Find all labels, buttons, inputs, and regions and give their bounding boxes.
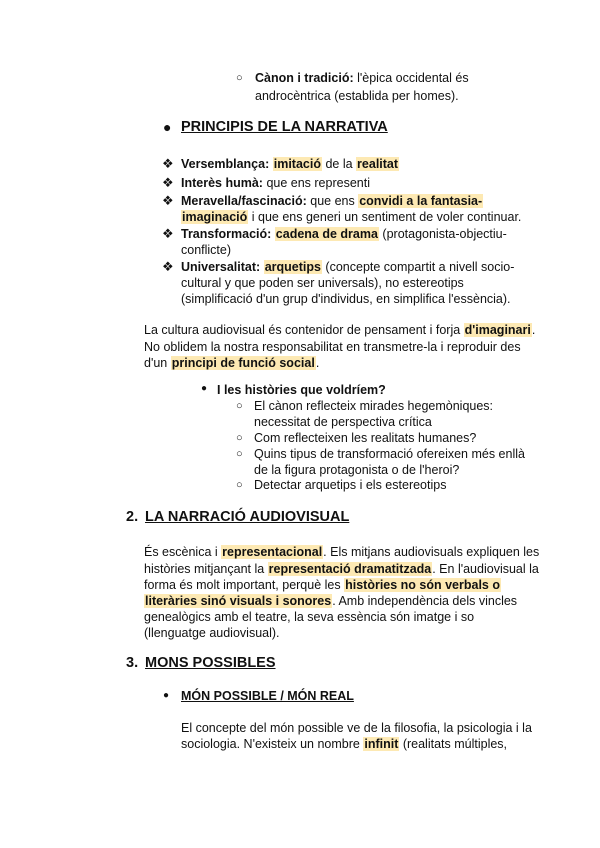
canon-line-2: androcèntrica (establida per homes). xyxy=(255,89,459,103)
canon-line-1: Cànon i tradició: l'èpica occidental és xyxy=(255,71,469,85)
histories-item-3-line-1: Quins tipus de transformació ofereixen més enllà xyxy=(254,447,525,461)
histories-item-1-line-2: necessitat de perspectiva crítica xyxy=(254,415,432,429)
solid-bullet-icon: ● xyxy=(201,383,208,394)
hollow-bullet-icon: ○ xyxy=(236,448,243,460)
transformacio-item-line-2: conflicte) xyxy=(181,243,232,257)
hollow-bullet-icon: ○ xyxy=(236,72,243,84)
section-3-line-2: sociologia. N'existeix un nombre infinit (realitats múltiples, xyxy=(181,737,508,751)
meravella-item-line-1: Meravella/fascinació: que ens convidi a la fantasia- xyxy=(181,194,483,208)
solid-bullet-icon: ● xyxy=(163,690,170,701)
section-2-heading: LA NARRACIÓ AUDIOVISUAL xyxy=(145,509,350,525)
section-2-line-3: forma és molt important, perquè les històries no són verbals o xyxy=(144,578,500,592)
section-3-heading: MONS POSSIBLES xyxy=(145,655,276,671)
diamond-bullet-icon: ❖ xyxy=(162,156,174,171)
section-2-number: 2. xyxy=(126,509,139,525)
transformacio-item-line-1: Transformació: cadena de drama (protagonista-objectiu- xyxy=(181,227,507,241)
section-3-number: 3. xyxy=(126,655,139,671)
principis-heading: PRINCIPIS DE LA NARRATIVA xyxy=(181,119,388,135)
hollow-bullet-icon: ○ xyxy=(236,432,243,444)
universalitat-item-line-3: (simplificació d'un grup d'individus, en simplifica l'essència). xyxy=(181,292,511,306)
histories-item-3-line-2: de la figura protagonista o de l'heroi? xyxy=(254,463,460,477)
section-2-line-1: És escènica i representacional. Els mitjans audiovisuals expliquen les xyxy=(144,545,540,559)
section-2-line-6: (llenguatge audiovisual). xyxy=(144,626,280,640)
hollow-bullet-icon: ○ xyxy=(236,479,243,491)
cultura-line-1: La cultura audiovisual és contenidor de pensament i forja d'imaginari. xyxy=(144,323,536,337)
diamond-bullet-icon: ❖ xyxy=(162,175,174,190)
meravella-item-line-2: imaginació i que ens generi un sentiment de voler continuar. xyxy=(182,210,522,224)
histories-item-4: Detectar arquetips i els estereotips xyxy=(254,478,447,492)
section-2-line-2: històries mitjançant la representació dramatitzada. En l'audiovisual la xyxy=(144,562,539,576)
histories-item-1-line-1: El cànon reflecteix mirades hegemòniques: xyxy=(254,399,494,413)
mon-possible-subheading: MÓN POSSIBLE / MÓN REAL xyxy=(181,689,354,703)
universalitat-item-line-2: cultural y que poden ser universals), no estereotips xyxy=(181,276,464,290)
hollow-bullet-icon: ○ xyxy=(236,400,243,412)
universalitat-item-line-1: Universalitat: arquetips (concepte compartit a nivell socio- xyxy=(181,260,515,274)
diamond-bullet-icon: ❖ xyxy=(162,259,174,274)
solid-bullet-icon: ● xyxy=(163,119,172,135)
interes-item: Interès humà: que ens representi xyxy=(181,176,370,190)
diamond-bullet-icon: ❖ xyxy=(162,226,174,241)
diamond-bullet-icon: ❖ xyxy=(162,193,174,208)
histories-heading: I les històries que voldríem? xyxy=(217,383,386,397)
cultura-line-2: No oblidem la nostra responsabilitat en transmetre-la i reproduir des xyxy=(144,340,521,354)
versemblanca-item: Versemblança: imitació de la realitat xyxy=(181,157,399,171)
cultura-line-3: d'un principi de funció social. xyxy=(144,356,320,370)
histories-item-2: Com reflecteixen les realitats humanes? xyxy=(254,431,477,445)
section-2-line-4: literàries sinó visuals i sonores. Amb independència dels vincles xyxy=(145,594,518,608)
section-3-line-1: El concepte del món possible ve de la filosofia, la psicologia i la xyxy=(181,721,532,735)
section-2-line-5: genealògics amb el teatre, la seva essència són imatge i so xyxy=(144,610,475,624)
